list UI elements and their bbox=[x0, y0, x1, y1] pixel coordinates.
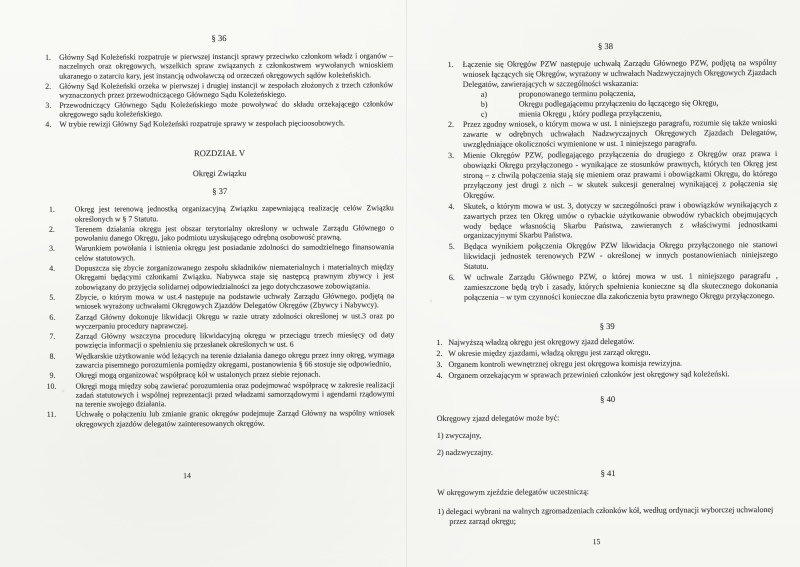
item-text: Skutek, o którym mowa w ust. 3, dotyczy w szczególności praw i obowiązków wynikających z zawartych przez ten Okręg umów o rybackie użytkowanie obwodów rybackich obejmujących wody będące własnością Skarbu Państwa, zawieranych z właściwymi jednostkami organizacyjnymi Skarbu Państwa. bbox=[463, 199, 778, 241]
item-text: Zbycie, o którym mowa w ust.4 następuje na podstawie uchwały Zarządu Głównego, podjętą na wniosek wyrażony uchwałami Okręgowych Zjazdów Delegatów Okręgów (Zbywcy i Nabywcy). bbox=[75, 291, 395, 311]
item-number: 9. bbox=[49, 371, 56, 381]
list-item bbox=[435, 118, 777, 150]
item-text: Przewodniczący Głównego Sądu Koleżeńskiego może powoływać do składu orzekającego członków okręgowego sądu koleżeńskiego. bbox=[59, 98, 394, 119]
section-41-intro: W okręgowym zjeździe delegatów uczestniczą: bbox=[437, 486, 590, 497]
list-item bbox=[46, 350, 394, 370]
section-heading-41: § 41 bbox=[600, 467, 616, 478]
item-text: Najwyższą władzą okręgu jest okręgowy zjazd delegatów. bbox=[448, 336, 635, 347]
item-text: W trybie rewizji Główny Sąd Koleżeński rozpatruje sprawy w zespołach pięcioosobowych. bbox=[59, 118, 345, 129]
sub-item-letter: b) bbox=[480, 99, 488, 109]
list-item: 1) delegaci wybrani na walnych zgromadzeniach członków kół, według ordynacji wyborczej uchwalonej przez zarząd okręgu; bbox=[437, 504, 774, 526]
item-text: Warunkiem powołania i istnienia okręgu jest posiadanie zdolności do samodzielnego finansowania celów statutowych. bbox=[74, 242, 394, 263]
sub-item-text: proponowanego terminu połączenia, bbox=[518, 88, 636, 99]
item-number: 3. bbox=[49, 244, 55, 254]
item-number: 4. bbox=[448, 201, 455, 211]
list-item bbox=[45, 51, 393, 81]
section-36-list bbox=[45, 51, 393, 129]
item-number: 3. bbox=[436, 359, 443, 369]
chapter-subtitle: Okręgi Związku bbox=[192, 169, 247, 179]
item-number: 10. bbox=[46, 381, 57, 391]
option-item: 1) zwyczajny, bbox=[436, 430, 482, 440]
item-text: Łączenie się Okręgów PZW następuje uchwałą Zarządu Głównego PZW, podjętą na wspólny wniosek łączących się Okręgów, wyrażony w uchwałach Nadzwyczajnych Okręgowych Zjazdach Delegatów, zawierających w szczególności wskazania: bbox=[462, 57, 777, 89]
item-number: 1. bbox=[436, 337, 443, 347]
item-number: 5. bbox=[448, 242, 455, 252]
section-38-list bbox=[435, 58, 778, 303]
chapter-title: ROZDZIAŁ V bbox=[193, 148, 246, 159]
item-text: Organem orzekającym w sprawach przewinień członków jest okręgowy sąd koleżeński. bbox=[448, 369, 730, 380]
item-number: 6. bbox=[49, 312, 56, 322]
item-number: 3. bbox=[45, 100, 52, 110]
item-text: Główny Sąd Koleżeński orzeka w pierwszej i drugiej instancji w zespołach złożonych z trzech członków wyznaczonych przez przewodniczącego Głównego Sądu Koleżeńskiego. bbox=[59, 79, 394, 100]
list-item bbox=[435, 200, 777, 242]
list-item bbox=[46, 223, 394, 243]
item-text: W okresie między zjazdami, władzą okręgu jest zarząd okręgu. bbox=[448, 347, 651, 358]
list-item bbox=[46, 311, 394, 331]
list-item bbox=[45, 99, 393, 119]
item-text: Zarząd Główny dokonuje likwidacji Okręgu w razie utraty zdolności określonej w ust.3 oraz po wyczerpaniu procedury naprawczej. bbox=[75, 310, 395, 331]
section-37-list bbox=[46, 203, 395, 428]
item-text: Okręg jest terenową jednostką organizacyjną Związku zapewniającą realizację celów Związku określonych w § 7 Statutu. bbox=[74, 203, 394, 224]
sub-item-letter: a) bbox=[480, 89, 488, 99]
page-left bbox=[45, 31, 395, 481]
page-right bbox=[434, 39, 779, 547]
item-number: 7. bbox=[49, 331, 56, 341]
item-text: Zarząd Główny wszczyna procedurę likwidacyjną okręgu w przeciągu trzech miesięcy od daty powzięcia informacji o spełnieniu się przesłanek określonych w ust. 6 bbox=[75, 330, 395, 351]
list-item bbox=[435, 149, 777, 201]
section-heading-38: § 38 bbox=[597, 40, 614, 52]
item-text: Okręgi mogą organizować współpracę kół w ustalonych przez siebie rejonach. bbox=[75, 369, 321, 380]
item-text: Uchwałę o połączeniu lub zmianie granic okręgów podejmuje Zarząd Główny na wspólny wniosek okręgowych zjazdów delegatów zainteresowanych okręgów. bbox=[75, 408, 395, 429]
item-number: 11. bbox=[46, 410, 57, 420]
item-number: 1. bbox=[45, 52, 52, 62]
item-number: 3. bbox=[448, 151, 455, 161]
list-item bbox=[46, 330, 394, 350]
list-item bbox=[47, 380, 395, 409]
item-text: Organem kontroli wewnętrznej okręgu jest okręgowa komisja rewizyjna. bbox=[448, 358, 683, 369]
item-number: 2. bbox=[49, 224, 55, 234]
sub-item bbox=[463, 107, 777, 119]
page-number-left: 14 bbox=[183, 471, 191, 481]
item-number: 1. bbox=[447, 59, 454, 69]
item-number: 8. bbox=[49, 351, 56, 361]
list-item bbox=[47, 409, 395, 429]
scan-speckle bbox=[430, 300, 432, 302]
item-number: 2. bbox=[447, 120, 454, 130]
page-number-right: 15 bbox=[592, 536, 601, 546]
item-text-block bbox=[463, 58, 777, 119]
item-text: Terenem działania okręgu jest obszar terytorialny określony w uchwale Zarządu Głównego o powołaniu danego Okręgu, jako podmiotu uzyskującego odrębną osobowość prawną. bbox=[74, 223, 394, 243]
section-39-list bbox=[436, 335, 778, 381]
section-heading-36: § 36 bbox=[211, 32, 227, 44]
item-number: 5. bbox=[49, 292, 56, 302]
section-heading-40: § 40 bbox=[600, 393, 616, 404]
item-number: 4. bbox=[45, 119, 52, 129]
item-text: Główny Sąd Koleżeński rozpatruje w pierwszej instancji sprawy przeciwko członkom władz i organów – naczelnych oraz okręgowych, wszelkich spraw związanych z członkostwem wywołanych wnioskiem ukaranego o zatarciu kary, jest instancją odwoławczą od orzeczeń okręgowych sądów koleżeńskich. bbox=[59, 51, 394, 81]
list-item bbox=[46, 262, 394, 291]
list-item bbox=[435, 58, 777, 120]
item-number: 1. bbox=[48, 204, 55, 214]
list-item bbox=[46, 203, 394, 223]
item-text: Mienie Okręgów PZW, podlegającego przyłączenia do drugiego z Okręgów oraz prawa i obowiązki Okręgu przyłączonego - wynikające ze stosunków prawnych, których ten Okręg jest stroną – z chwilą połączenia stają się mieniem oraz prawami i obowiązkami Okręgu, do którego przyłączony jest drugi z nich – w skutek sukcesji generalnej wynikającej z połączenia się Okręgów. bbox=[463, 149, 778, 200]
item-number: 6. bbox=[448, 272, 455, 282]
list-item bbox=[45, 118, 393, 129]
list-item bbox=[436, 368, 778, 381]
list-item bbox=[45, 80, 393, 100]
item-number: 2. bbox=[436, 348, 443, 358]
item-number: 4. bbox=[49, 263, 56, 273]
list-item bbox=[436, 271, 778, 303]
item-text: Będąca wynikiem połączenia Okręgów PZW likwidacja Okręgu przyłączonego nie stanowi likwidacji jednostek terenowych PZW - określonej w innych postanowieniach niniejszego Statutu. bbox=[463, 240, 778, 271]
list-item bbox=[46, 243, 394, 263]
sub-item-text: mienia Okręgu , który podlega przyłączeniu, bbox=[518, 108, 662, 119]
option-item: 2) nadzwyczajny. bbox=[436, 447, 493, 457]
list-item bbox=[46, 291, 394, 311]
item-text: Dopuszcza się zbycie zorganizowanego zespołu składników niematerialnych i materialnych między Okręgami będącymi członkami Związku. Nabywca staje się następcą prawnym zbywcy i jest zobowiązany do przyjęcia solidarnej odpowiedzialności za jego dotychczasowe zobowiązania. bbox=[75, 262, 395, 292]
section-heading-39: § 39 bbox=[599, 320, 615, 331]
section-heading-37: § 37 bbox=[212, 186, 228, 197]
page-fold-divider bbox=[406, 0, 407, 567]
item-number: 2. bbox=[45, 81, 52, 91]
item-text: W uchwale Zarządu Głównego PZW, o której mowa w ust. 1 niniejszego paragrafu , zamieszczone będą tryb i zasady, których spełnienia konieczne są dla skutecznego dokonania połączenia – w tym czynności konieczne dla zakończenia bytu prawnego Okręgu przyłączonego. bbox=[463, 270, 778, 302]
section-40-intro: Okręgowy zjazd delegatów może być: bbox=[436, 413, 560, 423]
item-text: Przez zgodny wniosek, o którym mowa w ust. 1 niniejszego paragrafu, rozumie się także wnioski zawarte w odrębnych uchwałach Nadzwyczajnych Okręgowych Zjazdach Delegatów, uwzględniające okoliczności wymienione w ust. 1 niniejszego paragrafu. bbox=[462, 118, 778, 150]
item-text: Wędkarskie użytkowanie wód leżących na terenie działania danego okręgu przez inny okręg, wymaga zawarcia pisemnego porozumienia pomiędzy okręgami, postanowienia § 66 stosuje się odpowiednio, bbox=[75, 349, 395, 370]
item-number: 4. bbox=[436, 370, 443, 380]
sub-item-letter: c) bbox=[480, 109, 488, 119]
list-item bbox=[436, 240, 778, 272]
sub-item-text: Okręgu podlegającemu przyłączeniu do łączącego się Okręgu, bbox=[518, 97, 719, 109]
item-text: Okręgi mogą między sobą zawierać porozumienia oraz podejmować współpracę w zakresie realizacji zadań statutowych i wspólnej reprezentacji przed władzami samorządowymi i agendami rządowymi na terenie swojego działania. bbox=[75, 379, 395, 409]
list-item bbox=[47, 370, 395, 381]
